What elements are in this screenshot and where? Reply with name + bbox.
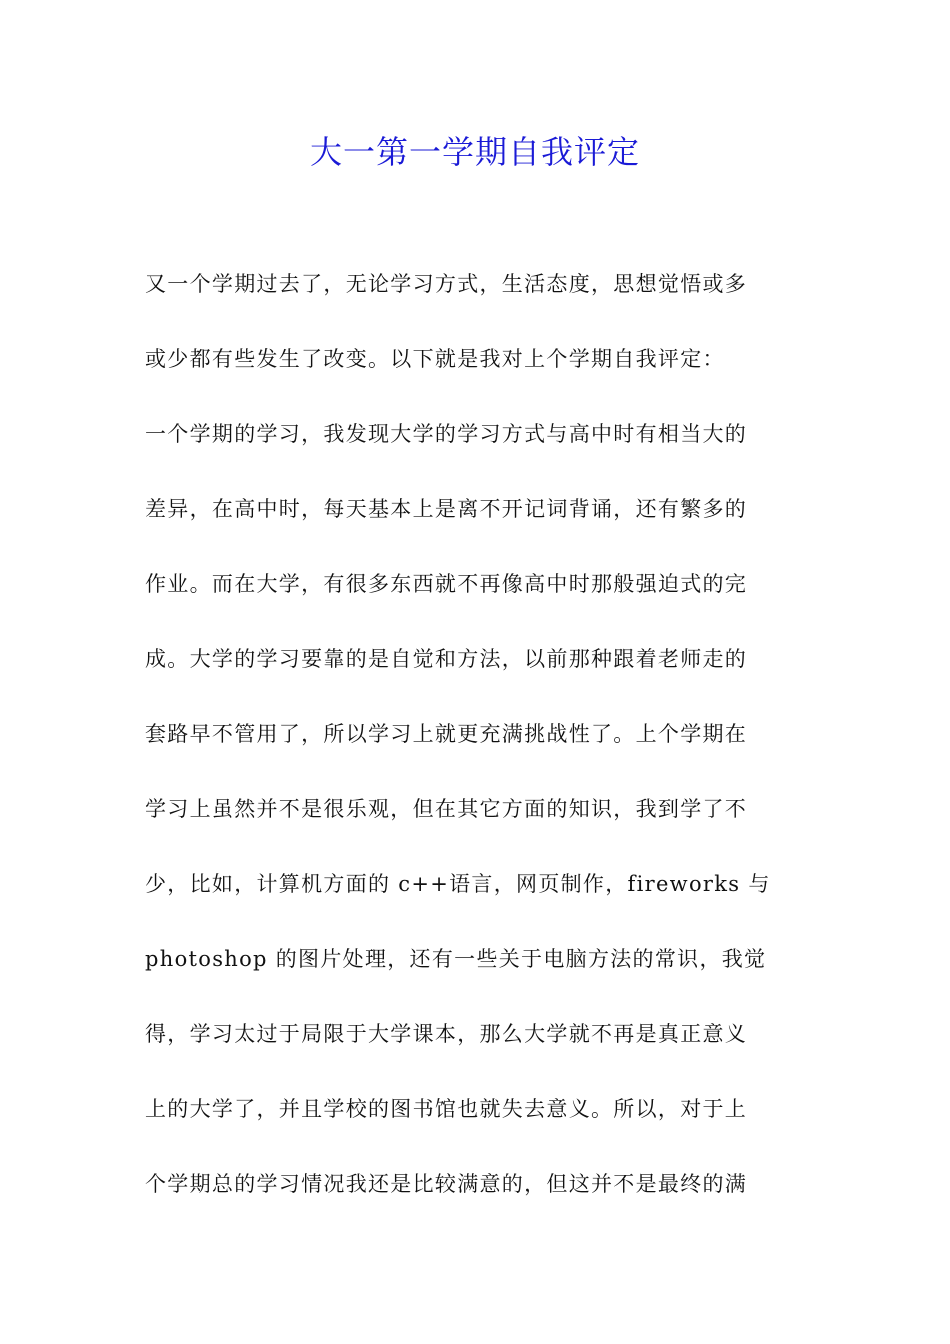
body-line: 套路早不管用了，所以学习上就更充满挑战性了。上个学期在 (145, 722, 748, 746)
body-line: 作业。而在大学，有很多东西就不再像高中时那般强迫式的完 (145, 572, 748, 596)
body-line: 少，比如，计算机方面的 c++语言，网页制作，fireworks 与 (145, 872, 771, 896)
body-line: photoshop 的图片处理，还有一些关于电脑方法的常识，我觉 (145, 947, 767, 971)
body-line: 或少都有些发生了改变。以下就是我对上个学期自我评定： (145, 347, 725, 371)
document-title: 大一第一学期自我评定 (309, 133, 640, 171)
body-line: 个学期总的学习情况我还是比较满意的，但这并不是最终的满 (145, 1172, 748, 1196)
body-line: 差异，在高中时，每天基本上是离不开记词背诵，还有繁多的 (145, 497, 748, 521)
document-body (145, 263, 810, 1238)
body-line: 成。大学的学习要靠的是自觉和方法，以前那种跟着老师走的 (145, 647, 748, 671)
body-line: 又一个学期过去了，无论学习方式，生活态度，思想觉悟或多 (145, 272, 748, 296)
body-line: 一个学期的学习，我发现大学的学习方式与高中时有相当大的 (145, 422, 748, 446)
body-line: 得，学习太过于局限于大学课本，那么大学就不再是真正意义 (145, 1022, 748, 1046)
body-line: 上的大学了，并且学校的图书馆也就失去意义。所以，对于上 (145, 1097, 748, 1121)
body-line: 学习上虽然并不是很乐观，但在其它方面的知识，我到学了不 (145, 797, 748, 821)
